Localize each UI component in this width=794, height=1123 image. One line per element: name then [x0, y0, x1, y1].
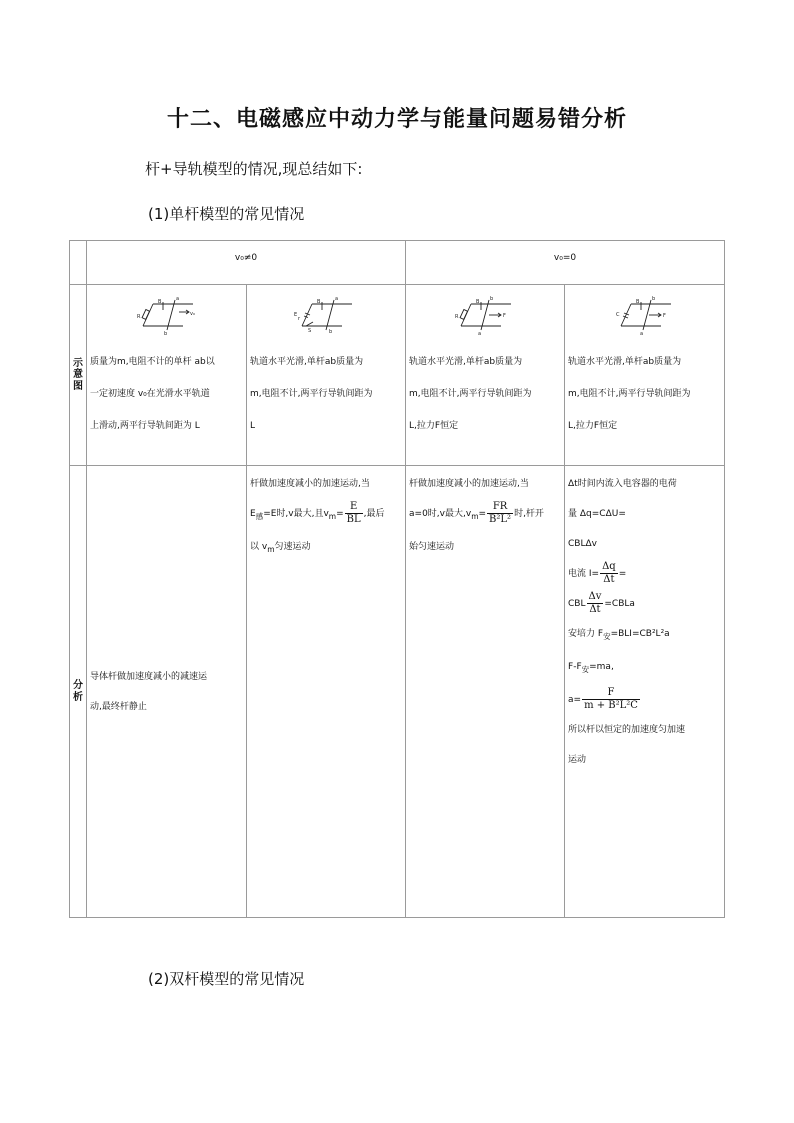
analysis-line: $E_感=E$时,v最大,且$v_m=$ $\frac{E}{BL}$ ,最后 [250, 501, 385, 525]
label-b: B [157, 299, 161, 305]
description-line: 一定初速度 v₀在光滑水平轨道 [90, 389, 210, 399]
circuit-diagram-resistor [135, 296, 199, 336]
analysis-cell-2 [247, 466, 406, 918]
label-b: B [635, 299, 639, 305]
analysis-line: 动,最终杆静止 [90, 701, 147, 712]
label-b: B [317, 299, 321, 305]
analysis-cell-3 [406, 466, 565, 918]
fraction-dv-dt: $\frac{\Delta v}{\Delta t}$ [588, 591, 602, 615]
label-c: C [615, 312, 620, 318]
analysis-line: Δt时间内流入电容器的电荷 [568, 479, 677, 489]
label-a: a [335, 296, 339, 302]
analysis-line: CBLΔv [568, 539, 597, 549]
description-line: 轨道水平光滑,单杆ab质量为 [568, 357, 682, 367]
analysis-line: CBL $\frac{\Delta v}{\Delta t}$ =CBLa [568, 591, 635, 615]
description-line: m,电阻不计,两平行导轨间距为 [250, 389, 373, 399]
label-r-internal: r [298, 316, 301, 322]
intro-text: 杆+导轨模型的情况,现总结如下: [145, 160, 363, 178]
analysis-line: 杆做加速度减小的加速运动,当 [250, 479, 370, 489]
analysis-line: 以 $v_m$匀速运动 [250, 541, 311, 554]
analysis-cell-4 [565, 466, 725, 918]
analysis-line: 量 Δq=CΔU= [568, 509, 626, 519]
diagram-cell-4 [565, 285, 725, 466]
analysis-line: 电流 I= $\frac{\Delta q}{\Delta t}$ = [568, 561, 627, 585]
analysis-line: a=0时,v最大$,v_m=$ $\frac{FR}{\text{B²L²}}$ 时,杆开 [409, 501, 544, 525]
label-r: R [136, 314, 140, 320]
analysis-line: a= $\frac{F}{\text{m + B²L²C}}$ [568, 686, 638, 711]
description-line: L,拉力F恒定 [409, 421, 459, 431]
label-f: F [662, 313, 666, 319]
row-label-analysis: 分析 [70, 466, 87, 918]
label-e: E [294, 312, 298, 318]
single-rod-table [69, 240, 725, 918]
diagram-cell-1 [87, 285, 247, 466]
description-line: 上滑动,两平行导轨间距为 L [90, 421, 200, 431]
label-b-end: b [490, 296, 494, 302]
section-heading-double-rod: (2)双杆模型的常见情况 [148, 970, 305, 988]
label-b: B [476, 299, 480, 305]
page-title: 十二、电磁感应中动力学与能量问题易错分析 [166, 107, 627, 132]
header-v0-zero: v₀=0 [406, 241, 725, 285]
fraction-acceleration: $\frac{F}{\text{m + B²L²C}}$ [584, 686, 638, 711]
label-b-end: b [329, 329, 333, 335]
analysis-line: 运动 [568, 754, 587, 765]
label-f: F [503, 313, 506, 319]
label-v0: v₀ [189, 311, 195, 317]
analysis-line: 杆做加速度减小的加速运动,当 [409, 479, 529, 489]
description-line: m,电阻不计,两平行导轨间距为 [568, 389, 691, 399]
analysis-line: $F-F_安=ma$, [568, 661, 614, 674]
description-line: 轨道水平光滑,单杆ab质量为 [250, 357, 364, 367]
fraction-current: $\frac{\Delta q}{\Delta t}$ [602, 561, 616, 585]
circuit-diagram-resistor-force [453, 296, 517, 336]
row-label-diagram: 示意图 [70, 285, 87, 466]
description-line: L,拉力F恒定 [568, 421, 618, 431]
fraction-vm: $\frac{E}{BL}$ [346, 501, 361, 525]
description-line: 质量为m,电阻不计的单杆 ab以 [90, 357, 215, 367]
analysis-line: 安培力 $F_安=BLI=CB^2L^2a$ [568, 629, 670, 641]
description-line: m,电阻不计,两平行导轨间距为 [409, 389, 532, 399]
description-line: L [250, 421, 256, 431]
fraction-vm: $\frac{FR}{\text{B²L²}}$ [489, 501, 512, 525]
label-a: a [478, 331, 482, 336]
label-b-end: b [651, 296, 655, 302]
table-corner-cell [70, 241, 87, 285]
analysis-line: 始匀速运动 [409, 541, 455, 552]
label-r: R [455, 314, 459, 320]
description-line: 轨道水平光滑,单杆ab质量为 [409, 357, 523, 367]
circuit-diagram-battery-switch [294, 296, 358, 336]
label-a: a [639, 331, 643, 336]
analysis-cell-1 [87, 466, 247, 918]
label-a: a [175, 296, 179, 302]
analysis-line: 所以杆以恒定的加速度匀加速 [568, 724, 686, 735]
header-v0-nonzero: v₀≠0 [87, 241, 406, 285]
diagram-cell-3 [406, 285, 565, 466]
diagram-cell-2 [247, 285, 406, 466]
circuit-diagram-capacitor-force [613, 296, 677, 336]
analysis-line: 导体杆做加速度减小的减速运 [90, 671, 208, 682]
label-s: S [308, 328, 312, 334]
section-heading-single-rod: (1)单杆模型的常见情况 [148, 205, 305, 223]
label-b-end: b [163, 331, 167, 336]
